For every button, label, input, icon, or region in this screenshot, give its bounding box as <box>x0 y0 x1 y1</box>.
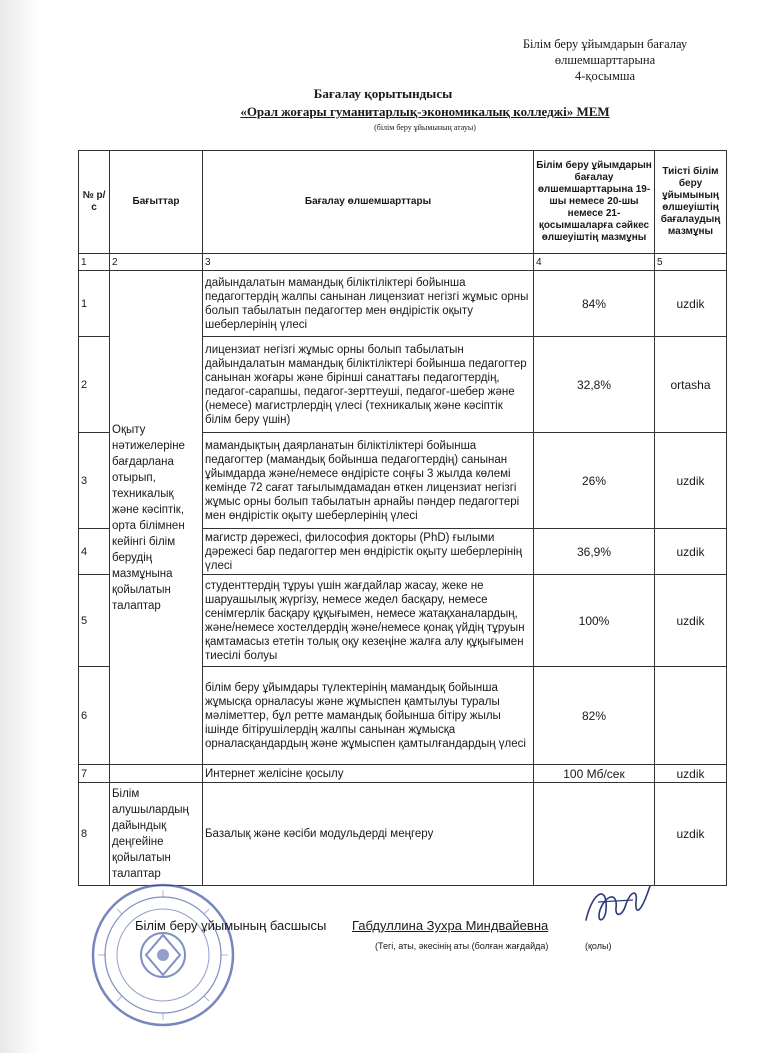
assessment-table <box>78 150 727 886</box>
appendix-line-1: Білім беру ұйымдарын бағалау <box>522 37 688 51</box>
table-row <box>79 271 727 337</box>
row-index: 1 <box>79 271 110 337</box>
direction-cell: Оқыту нәтижелеріне бағдарлана отырып, техникалық және кәсіптік, орта білімнен кейінгі білім берудің мазмұнына қойылатын талаптар <box>110 271 203 765</box>
rating-cell: ortasha <box>655 337 727 433</box>
value-cell: 26% <box>534 433 655 529</box>
value-cell: 100 Мб/сек <box>534 765 655 783</box>
header-content: Білім беру ұйымдарын бағалау өлшемшарттарына 19-шы немесе 20-шы немесе 21-қосымшаларға сәйкес өлшеуіштің мазмұны <box>534 151 655 254</box>
value-cell: 84% <box>534 271 655 337</box>
row-index: 7 <box>79 765 110 783</box>
appendix-note <box>505 36 705 84</box>
criteria-cell: Интернет желісіне қосылу <box>203 765 534 783</box>
column-number: 5 <box>655 254 727 271</box>
header-number: № р/с <box>79 151 110 254</box>
header-criteria: Бағалау өлшемшарттары <box>203 151 534 254</box>
row-index: 6 <box>79 667 110 765</box>
appendix-line-3: 4-қосымша <box>574 69 636 83</box>
organization-seal <box>88 880 238 1030</box>
handwritten-signature <box>578 880 658 930</box>
criteria-cell: студенттердің тұруы үшін жағдайлар жасау, жеке не шаруашылық жүргізу, немесе жедел басқару, немесе сенімгерлік басқару құқығымен, немесе жатақханалардың, және/немесе хостелдердің және/немесе қонақ үйдің тұруын қамтамасыз ететін толық оқу кезеңіне жалға алу құқығымен тиесілі болуы <box>203 575 534 667</box>
organization-name: «Орал жоғары гуманитарлық-экономикалық колледжі» МЕМ <box>240 104 610 119</box>
header-measure: Тиісті білім беру ұйымының өлшеуіштің бағалаудың мазмұны <box>655 151 727 254</box>
organization-caption: (білім беру ұйымының атауы) <box>374 123 476 132</box>
row-index: 3 <box>79 433 110 529</box>
rating-cell: uzdik <box>655 529 727 575</box>
column-number: 3 <box>203 254 534 271</box>
rating-cell: uzdik <box>655 575 727 667</box>
document-title: Бағалау қорытындысы <box>313 86 453 101</box>
rating-cell: uzdik <box>655 783 727 886</box>
rating-cell: uzdik <box>655 765 727 783</box>
column-number: 2 <box>110 254 203 271</box>
direction-cell: Білім алушылардың дайындық деңгейіне қойылатын талаптар <box>110 783 203 886</box>
criteria-cell: білім беру ұйымдары түлектерінің мамандық бойынша жұмысқа орналасуы және жұмыспен қамтылуы туралы мәліметтер, бұл ретте мамандық бойынша бітіру жылы ішінде бітірушілердің жалпы санынан жұмысқа орналасқандардың және жұмыспен қамтылғандардың үлесі <box>203 667 534 765</box>
criteria-cell: дайындалатын мамандық біліктіліктері бойынша педагогтердің жалпы санынан лицензиат негізгі жұмыс орны болып табылатын педагогтер мен өндірістік оқыту шеберлерінің үлесі <box>203 271 534 337</box>
column-number: 4 <box>534 254 655 271</box>
table-row <box>79 765 727 783</box>
criteria-cell: мамандықтың даярланатын біліктіліктері бойынша педагогтер (мамандық бойынша педагогтердің) санынан ұйымдарда және/немесе өндірісте соңғы 3 жылда көлемі кемінде 72 сағат тағылымдамадан өткен лицензиат негізгі жұмыс орны болып табылатын арнайы пәндер педагогтері мен өндірістік оқыту шеберлерінің үлесі <box>203 433 534 529</box>
signer-name: Габдуллина Зухра Миндвайевна <box>352 918 549 933</box>
criteria-cell: Базалық және кәсіби модульдерді меңгеру <box>203 783 534 886</box>
rating-cell: uzdik <box>655 433 727 529</box>
value-cell: 82% <box>534 667 655 765</box>
header-direction: Бағыттар <box>110 151 203 254</box>
row-index: 8 <box>79 783 110 886</box>
criteria-cell: магистр дәрежесі, философия докторы (PhD) ғылыми дәрежесі бар педагогтер мен өндірістік оқыту шеберлерінің үлесі <box>203 529 534 575</box>
signature-caption: (қолы) <box>585 941 612 951</box>
row-index: 2 <box>79 337 110 433</box>
signer-name-caption: (Тегі, аты, әкесінің аты (болған жағдайда) <box>375 941 549 951</box>
empty-direction-cell <box>110 765 203 783</box>
column-number-row <box>79 254 727 271</box>
rating-cell <box>655 667 727 765</box>
table-header-row <box>79 151 727 254</box>
appendix-line-2: өлшемшарттарына <box>554 53 656 67</box>
value-cell <box>534 783 655 886</box>
table-row <box>79 783 727 886</box>
value-cell: 100% <box>534 575 655 667</box>
rating-cell: uzdik <box>655 271 727 337</box>
row-index: 5 <box>79 575 110 667</box>
signature-label: Білім беру ұйымының басшысы <box>135 918 327 933</box>
value-cell: 32,8% <box>534 337 655 433</box>
value-cell: 36,9% <box>534 529 655 575</box>
scan-edge-shadow <box>0 0 40 1053</box>
row-index: 4 <box>79 529 110 575</box>
column-number: 1 <box>79 254 110 271</box>
criteria-cell: лицензиат негізгі жұмыс орны болып табылатын дайындалатын мамандық біліктіліктері бойынша педагогтер санынан жоғары және бірінші санаттағы педагогтердің, педагог-сарапшы, педагог-зерттеуші, педагог-шебер және (немесе) магистрлердің үлесі (техникалық және кәсіптік білім беру үшін) <box>203 337 534 433</box>
